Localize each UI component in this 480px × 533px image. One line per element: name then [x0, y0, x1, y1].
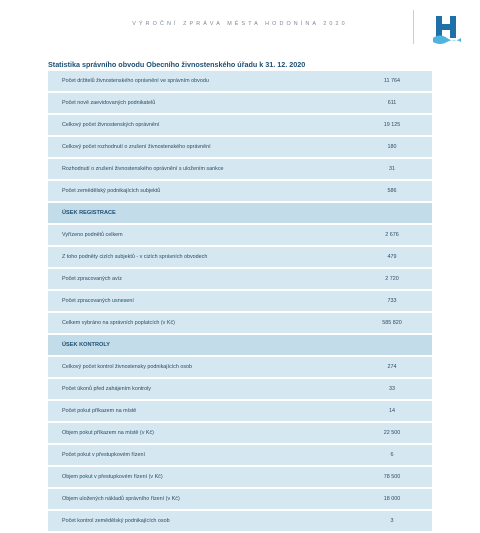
row-value: 3: [352, 510, 432, 532]
row-label: Počet úkonů před zahájením kontroly: [48, 378, 352, 400]
row-value: 18 000: [352, 488, 432, 510]
section-heading-registrace: [48, 202, 432, 224]
table-row: [48, 422, 432, 444]
row-label: Objem uložených nákladů správního řízení (v Kč): [48, 488, 352, 510]
row-value: 274: [352, 356, 432, 378]
hodonin-h-logo-icon: [432, 14, 462, 46]
table-row: [48, 444, 432, 466]
table-row: [48, 488, 432, 510]
row-label: Celkový počet rozhodnutí o zrušení živnostenského oprávnění: [48, 136, 352, 158]
row-value: 180: [352, 136, 432, 158]
table-row: [48, 312, 432, 334]
row-label: Rozhodnutí o zrušení živnostenského oprávnění s uložením sankce: [48, 158, 352, 180]
row-value: 11 764: [352, 71, 432, 92]
row-value: 586: [352, 180, 432, 202]
table-row: [48, 246, 432, 268]
row-label: Počet nově zaevidovaných podnikatelů: [48, 92, 352, 114]
row-label: Počet držitelů živnostenského oprávnění ve správním obvodu: [48, 71, 352, 92]
table-row: [48, 378, 432, 400]
table-row: [48, 158, 432, 180]
row-value: 2 676: [352, 224, 432, 246]
table-row: [48, 136, 432, 158]
table-row: [48, 356, 432, 378]
row-label: Objem pokut příkazem na místě (v Kč): [48, 422, 352, 444]
row-label: Počet zpracovaných usnesení: [48, 290, 352, 312]
table-row: [48, 180, 432, 202]
row-value: 611: [352, 92, 432, 114]
row-label: Celkový počet živnostenských oprávnění: [48, 114, 352, 136]
table-row: [48, 510, 432, 532]
row-value: 479: [352, 246, 432, 268]
row-value: 19 125: [352, 114, 432, 136]
table-row: [48, 268, 432, 290]
table-row: [48, 466, 432, 488]
header-divider: [413, 10, 414, 44]
row-label: Celkem vybráno na správních poplatcích (v Kč): [48, 312, 352, 334]
row-value: 22 500: [352, 422, 432, 444]
row-label: Objem pokut v přestupkovém řízení (v Kč): [48, 466, 352, 488]
table-row: [48, 290, 432, 312]
row-value: 585 820: [352, 312, 432, 334]
row-label: Počet zpracovaných avíz: [48, 268, 352, 290]
row-value: 6: [352, 444, 432, 466]
row-label: Vyřízeno podnětů celkem: [48, 224, 352, 246]
table-row: [48, 400, 432, 422]
report-header-title: VÝROČNÍ ZPRÁVA MĚSTA HODONÍNA 2020: [132, 21, 348, 27]
row-label: Počet kontrol zemědělský podnikajících osob: [48, 510, 352, 532]
statistics-table: [48, 71, 432, 533]
row-value: 33: [352, 378, 432, 400]
row-value: 31: [352, 158, 432, 180]
row-label: Počet pokut příkazem na místě: [48, 400, 352, 422]
row-value: 2 720: [352, 268, 432, 290]
row-value: 78 500: [352, 466, 432, 488]
table-row: [48, 224, 432, 246]
row-label: Počet zemědělský podnikajících subjektů: [48, 180, 352, 202]
row-label: Z toho podněty cizích subjektů - v cizích správních obvodech: [48, 246, 352, 268]
table-row: [48, 92, 432, 114]
row-value: 14: [352, 400, 432, 422]
table-row: [48, 114, 432, 136]
row-value: 733: [352, 290, 432, 312]
section-heading: ÚSEK KONTROLY: [48, 334, 432, 356]
section-heading-kontroly: [48, 334, 432, 356]
row-label: Počet pokut v přestupkovém řízení: [48, 444, 352, 466]
table-row: [48, 71, 432, 92]
table-title: Statistika správního obvodu Obecního živnostenského úřadu k 31. 12. 2020: [48, 60, 306, 69]
section-heading: ÚSEK REGISTRACE: [48, 202, 432, 224]
row-label: Celkový počet kontrol živnostensky podnikajících osob: [48, 356, 352, 378]
